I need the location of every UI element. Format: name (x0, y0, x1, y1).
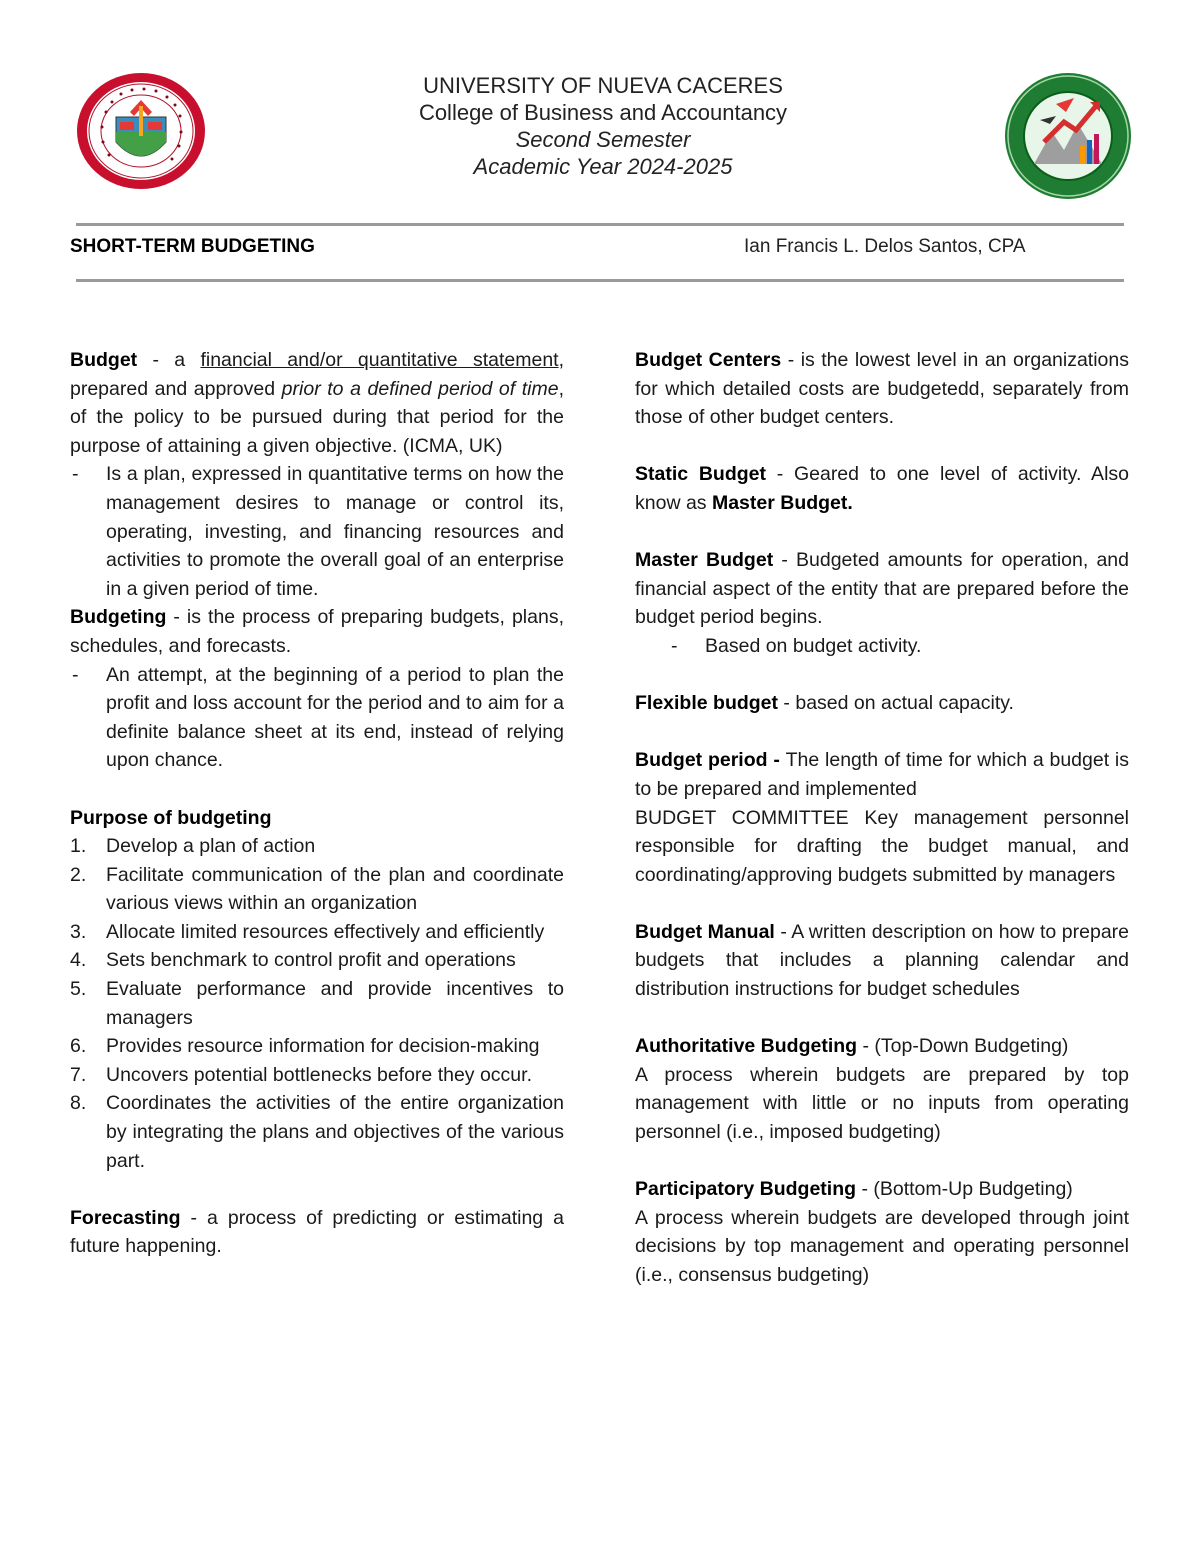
list-item: 2. Facilitate communication of the plan and coordinate various views within an organization (70, 863, 564, 915)
document-header (300, 72, 906, 180)
budget-manual-term: Budget Manual (635, 920, 775, 943)
list-item: 4. Sets benchmark to control profit and operations (70, 949, 516, 972)
flexible-budget-definition: Flexible budget - based on actual capacity. (635, 692, 1014, 715)
budget-period-term: Budget period - (635, 749, 786, 772)
static-budget-definition: Static Budget - Geared to one level of activity. Also know as Master Budget. (635, 463, 1129, 514)
budget-italic-phrase: prior to a defined period of time (281, 377, 559, 400)
flexible-budget-term: Flexible budget (635, 692, 779, 715)
header-divider-bottom (76, 279, 1124, 282)
document-author: Ian Francis L. Delos Santos, CPA (744, 236, 1026, 257)
college-name: College of Business and Accountancy (418, 100, 788, 125)
academic-year: Academic Year 2024-2025 (473, 154, 733, 179)
budget-definition: Budget - a financial and/or quantitative statement, prepared and approved prior to a defined period of time, of the policy to be pursued during that period for the purpose of attaining a given objective. (ICMA, UK) (70, 349, 564, 457)
budget-underlined-phrase: financial and/or quantitative statement (200, 349, 559, 371)
budgeting-definition: Budgeting - is the process of preparing budgets, plans, schedules, and forecasts. (70, 606, 564, 657)
static-budget-term: Static Budget (635, 463, 766, 486)
university-name: UNIVERSITY OF NUEVA CACERES (423, 73, 783, 98)
right-column (635, 346, 1129, 1290)
budget-centers-definition: Budget Centers - is the lowest level in an organizations for which detailed costs are budgetedd, separately from those of other budget centers. (635, 349, 1129, 429)
budget-centers-term: Budget Centers (635, 349, 782, 371)
budget-manual-definition: Budget Manual - A written description on how to prepare budgets that includes a planning calendar and distribution instructions for budget schedules (635, 920, 1129, 1001)
list-item: 5. Evaluate performance and provide incentives to managers (70, 978, 564, 1029)
list-item: 6. Provides resource information for decision-making (70, 1035, 540, 1058)
list-item: 1. Develop a plan of action (70, 835, 316, 858)
budget-bullet: - Is a plan, expressed in quantitative terms on how the management desires to manage or control its, operating, investing, and financing resources and activities to promote the overall goal of an enterprise in a given period of time. (70, 460, 564, 603)
left-column (70, 346, 564, 1261)
budgeting-bullet: - An attempt, at the beginning of a period to plan the profit and loss account for the period and to aim for a definite balance sheet at its end, instead of relying upon chance. (70, 661, 564, 775)
university-seal-logo (76, 72, 206, 190)
budget-period-definition: Budget period - The length of time for which a budget is to be prepared and implemented (635, 749, 1129, 800)
list-item: 8. Coordinates the activities of the entire organization by integrating the plans and objectives of the various part. (70, 1092, 564, 1172)
master-budget-definition: Master Budget - Budgeted amounts for operation, and financial aspect of the entity that are prepared before the budget period begins. (635, 549, 1129, 629)
participatory-budgeting-definition: A process wherein budgets are developed through joint decisions by top management and operating personnel (i.e., consensus budgeting) (635, 1206, 1129, 1286)
authoritative-budgeting-definition: A process wherein budgets are prepared by top management with little or no inputs from operating personnel (i.e., imposed budgeting) (635, 1063, 1129, 1144)
participatory-budgeting-heading: Participatory Budgeting - (Bottom-Up Budgeting) (635, 1178, 1073, 1201)
master-budget-term: Master Budget (635, 549, 774, 572)
header-divider-top (76, 223, 1124, 226)
budget-term: Budget (70, 349, 138, 371)
master-budget-bullet: - Based on budget activity. (635, 632, 1129, 661)
purpose-heading: Purpose of budgeting (70, 806, 272, 829)
college-seal-logo (1004, 72, 1132, 200)
authoritative-budgeting-heading: Authoritative Budgeting - (Top-Down Budgeting) (635, 1035, 1069, 1058)
budget-committee-definition: BUDGET COMMITTEE Key management personnel responsible for drafting the budget manual, and coordinating/approving budgets submitted by managers (635, 806, 1129, 886)
list-item: 3. Allocate limited resources effectively and efficiently (70, 920, 545, 943)
budgeting-term: Budgeting (70, 606, 167, 629)
purpose-list (70, 832, 564, 1175)
forecasting-definition: Forecasting - a process of predicting or estimating a future happening. (70, 1206, 564, 1258)
forecasting-term: Forecasting (70, 1206, 181, 1229)
semester: Second Semester (515, 127, 691, 152)
list-item: 7. Uncovers potential bottlenecks before they occur. (70, 1063, 532, 1086)
document-title: SHORT-TERM BUDGETING (70, 236, 315, 257)
